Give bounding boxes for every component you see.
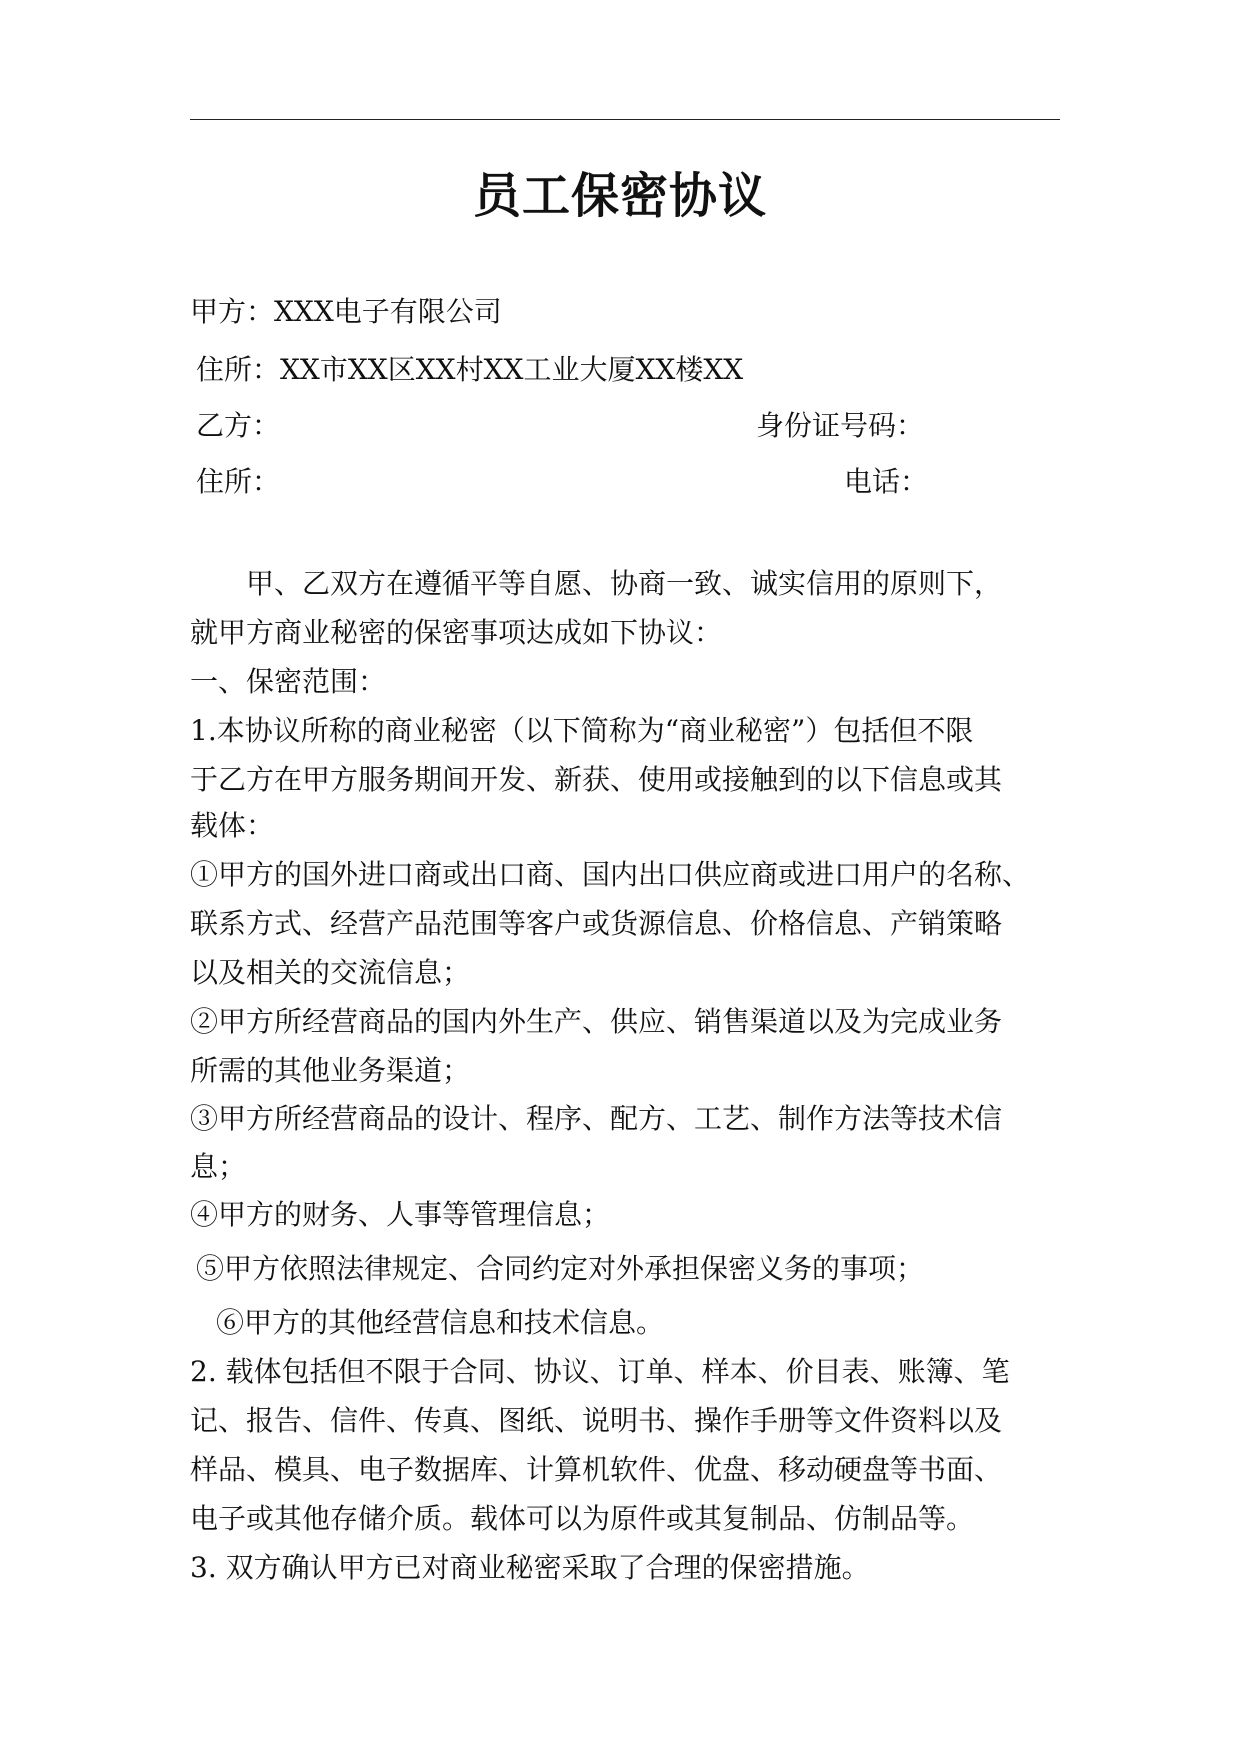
body-line: 载体： (190, 809, 275, 842)
party-a-address-line: 住所：XX市XX区XX村XX工业大厦XX楼XX (196, 353, 744, 386)
body-line: ③甲方所经营商品的设计、程序、配方、工艺、制作方法等技术信 (190, 1102, 1003, 1135)
header-rule (190, 119, 1060, 120)
body-line: ⑥甲方的其他经营信息和技术信息。 (216, 1306, 665, 1339)
document-title: 员工保密协议 (472, 168, 767, 224)
body-line: 1.本协议所称的商业秘密（以下简称为“商业秘密”）包括但不限 (190, 714, 974, 747)
body-line: 3. 双方确认甲方已对商业秘密采取了合理的保密措施。 (190, 1551, 870, 1584)
body-line: ⑤甲方依照法律规定、合同约定对外承担保密义务的事项； (196, 1252, 925, 1285)
party-b-label: 乙方： (196, 409, 281, 442)
phone-label: 电话： (844, 465, 929, 498)
body-line: 息； (190, 1150, 247, 1183)
body-line: 样品、模具、电子数据库、计算机软件、优盘、移动硬盘等书面、 (190, 1453, 1003, 1486)
body-line: 记、报告、信件、传真、图纸、说明书、操作手册等文件资料以及 (190, 1404, 1003, 1437)
body-line: 就甲方商业秘密的保密事项达成如下协议： (190, 616, 723, 649)
body-line: 甲、乙双方在遵循平等自愿、协商一致、诚实信用的原则下， (246, 567, 1003, 600)
body-line: 于乙方在甲方服务期间开发、新获、使用或接触到的以下信息或其 (190, 763, 1003, 796)
id-number-label: 身份证号码： (756, 409, 925, 442)
body-line: 以及相关的交流信息； (190, 956, 471, 989)
body-line: 2. 载体包括但不限于合同、协议、订单、样本、价目表、账簿、笔 (190, 1355, 1010, 1388)
body-line: ②甲方所经营商品的国内外生产、供应、销售渠道以及为完成业务 (190, 1005, 1003, 1038)
party-b-address-label: 住所： (196, 465, 281, 498)
section-heading: 一、保密范围： (190, 665, 387, 698)
body-line: 所需的其他业务渠道； (190, 1054, 471, 1087)
body-line: ④甲方的财务、人事等管理信息； (190, 1198, 611, 1231)
party-a-line: 甲方：XXX电子有限公司 (190, 295, 502, 328)
body-line: ①甲方的国外进口商或出口商、国内出口供应商或进口用户的名称、 (190, 858, 1031, 891)
body-line: 联系方式、经营产品范围等客户或货源信息、价格信息、产销策略 (190, 907, 1003, 940)
body-line: 电子或其他存储介质。载体可以为原件或其复制品、仿制品等。 (190, 1502, 975, 1535)
